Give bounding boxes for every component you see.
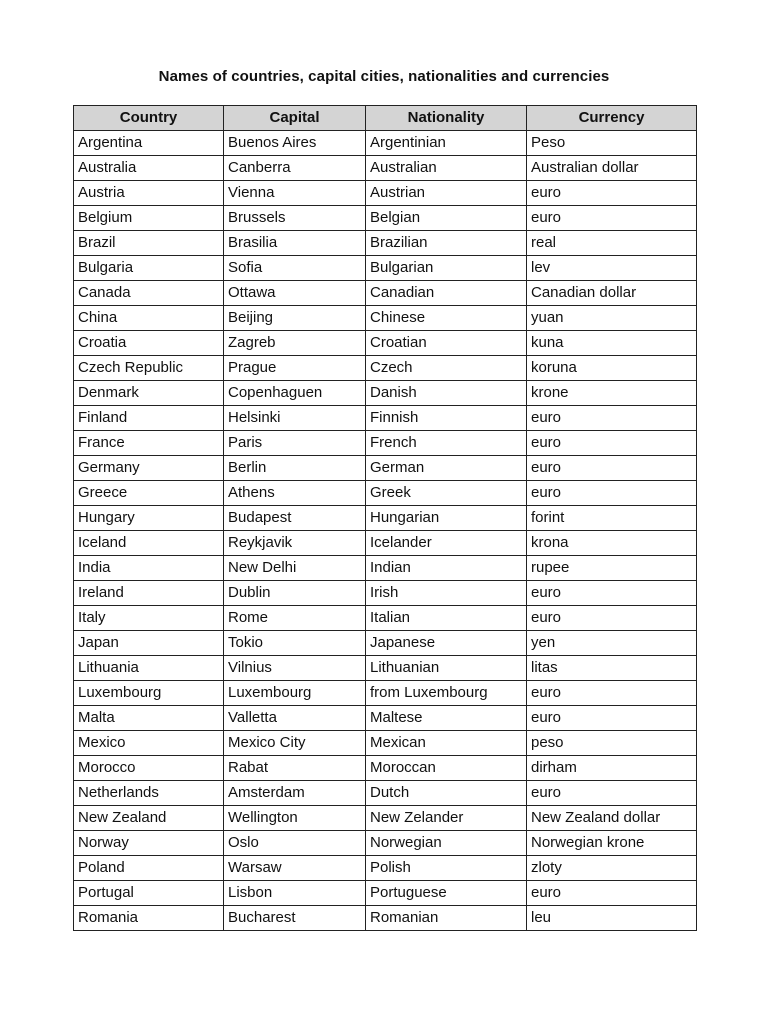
cell-capital: Ottawa xyxy=(224,281,366,306)
cell-currency: litas xyxy=(527,656,697,681)
cell-country: Netherlands xyxy=(74,781,224,806)
cell-capital: Wellington xyxy=(224,806,366,831)
cell-nationality: Belgian xyxy=(366,206,527,231)
cell-country: Morocco xyxy=(74,756,224,781)
cell-nationality: Austrian xyxy=(366,181,527,206)
cell-capital: Valletta xyxy=(224,706,366,731)
column-header-country: Country xyxy=(74,106,224,131)
cell-currency: Canadian dollar xyxy=(527,281,697,306)
cell-nationality: Polish xyxy=(366,856,527,881)
cell-currency: leu xyxy=(527,906,697,931)
cell-currency: koruna xyxy=(527,356,697,381)
cell-currency: euro xyxy=(527,206,697,231)
cell-capital: Rome xyxy=(224,606,366,631)
table-row xyxy=(74,881,697,906)
cell-capital: Bucharest xyxy=(224,906,366,931)
table-row xyxy=(74,156,697,181)
cell-currency: rupee xyxy=(527,556,697,581)
cell-currency: euro xyxy=(527,706,697,731)
cell-nationality: German xyxy=(366,456,527,481)
cell-capital: Reykjavik xyxy=(224,531,366,556)
cell-country: Malta xyxy=(74,706,224,731)
cell-currency: euro xyxy=(527,881,697,906)
cell-currency: real xyxy=(527,231,697,256)
cell-currency: lev xyxy=(527,256,697,281)
table-row xyxy=(74,131,697,156)
cell-country: Mexico xyxy=(74,731,224,756)
cell-capital: Berlin xyxy=(224,456,366,481)
cell-capital: Vilnius xyxy=(224,656,366,681)
cell-capital: New Delhi xyxy=(224,556,366,581)
cell-capital: Tokio xyxy=(224,631,366,656)
cell-country: Argentina xyxy=(74,131,224,156)
cell-capital: Vienna xyxy=(224,181,366,206)
column-header-currency: Currency xyxy=(527,106,697,131)
table-row xyxy=(74,506,697,531)
table-row xyxy=(74,681,697,706)
cell-country: Poland xyxy=(74,856,224,881)
cell-currency: krone xyxy=(527,381,697,406)
cell-capital: Prague xyxy=(224,356,366,381)
cell-capital: Zagreb xyxy=(224,331,366,356)
cell-nationality: Lithuanian xyxy=(366,656,527,681)
cell-nationality: Mexican xyxy=(366,731,527,756)
cell-capital: Amsterdam xyxy=(224,781,366,806)
cell-nationality: Japanese xyxy=(366,631,527,656)
table-row xyxy=(74,781,697,806)
cell-country: Hungary xyxy=(74,506,224,531)
cell-nationality: from Luxembourg xyxy=(366,681,527,706)
cell-capital: Luxembourg xyxy=(224,681,366,706)
cell-currency: dirham xyxy=(527,756,697,781)
cell-country: Finland xyxy=(74,406,224,431)
cell-country: China xyxy=(74,306,224,331)
cell-capital: Mexico City xyxy=(224,731,366,756)
cell-country: Czech Republic xyxy=(74,356,224,381)
table-body xyxy=(74,131,697,931)
table-row xyxy=(74,231,697,256)
cell-nationality: Icelander xyxy=(366,531,527,556)
cell-capital: Rabat xyxy=(224,756,366,781)
cell-country: Luxembourg xyxy=(74,681,224,706)
table-row xyxy=(74,581,697,606)
cell-nationality: Danish xyxy=(366,381,527,406)
cell-nationality: Greek xyxy=(366,481,527,506)
cell-nationality: French xyxy=(366,431,527,456)
cell-capital: Oslo xyxy=(224,831,366,856)
cell-nationality: Romanian xyxy=(366,906,527,931)
cell-currency: kuna xyxy=(527,331,697,356)
cell-currency: yuan xyxy=(527,306,697,331)
cell-nationality: Dutch xyxy=(366,781,527,806)
cell-country: Belgium xyxy=(74,206,224,231)
column-header-nationality: Nationality xyxy=(366,106,527,131)
table-row xyxy=(74,181,697,206)
cell-country: Bulgaria xyxy=(74,256,224,281)
cell-country: Norway xyxy=(74,831,224,856)
countries-table xyxy=(73,105,697,931)
cell-nationality: New Zelander xyxy=(366,806,527,831)
cell-country: Germany xyxy=(74,456,224,481)
cell-country: Denmark xyxy=(74,381,224,406)
table-row xyxy=(74,356,697,381)
cell-nationality: Portuguese xyxy=(366,881,527,906)
cell-country: Australia xyxy=(74,156,224,181)
cell-currency: Peso xyxy=(527,131,697,156)
cell-capital: Budapest xyxy=(224,506,366,531)
cell-nationality: Australian xyxy=(366,156,527,181)
table-row xyxy=(74,481,697,506)
cell-nationality: Czech xyxy=(366,356,527,381)
cell-country: India xyxy=(74,556,224,581)
cell-currency: forint xyxy=(527,506,697,531)
cell-nationality: Norwegian xyxy=(366,831,527,856)
cell-country: New Zealand xyxy=(74,806,224,831)
cell-country: Ireland xyxy=(74,581,224,606)
cell-nationality: Croatian xyxy=(366,331,527,356)
cell-currency: euro xyxy=(527,431,697,456)
table-row xyxy=(74,656,697,681)
cell-nationality: Indian xyxy=(366,556,527,581)
cell-country: Croatia xyxy=(74,331,224,356)
cell-capital: Dublin xyxy=(224,581,366,606)
cell-capital: Brussels xyxy=(224,206,366,231)
table-header xyxy=(74,106,697,131)
cell-country: Austria xyxy=(74,181,224,206)
cell-country: Canada xyxy=(74,281,224,306)
cell-currency: euro xyxy=(527,606,697,631)
cell-nationality: Bulgarian xyxy=(366,256,527,281)
table-row xyxy=(74,706,697,731)
cell-country: Lithuania xyxy=(74,656,224,681)
page-title: Names of countries, capital cities, nationalities and currencies xyxy=(158,68,610,85)
cell-country: Japan xyxy=(74,631,224,656)
cell-currency: zloty xyxy=(527,856,697,881)
cell-capital: Canberra xyxy=(224,156,366,181)
cell-currency: euro xyxy=(527,406,697,431)
cell-capital: Copenhaguen xyxy=(224,381,366,406)
cell-currency: Norwegian krone xyxy=(527,831,697,856)
cell-capital: Lisbon xyxy=(224,881,366,906)
cell-nationality: Brazilian xyxy=(366,231,527,256)
table-row xyxy=(74,631,697,656)
cell-currency: euro xyxy=(527,481,697,506)
cell-currency: yen xyxy=(527,631,697,656)
cell-nationality: Chinese xyxy=(366,306,527,331)
cell-capital: Athens xyxy=(224,481,366,506)
table-row xyxy=(74,556,697,581)
cell-nationality: Moroccan xyxy=(366,756,527,781)
cell-country: Italy xyxy=(74,606,224,631)
table-row xyxy=(74,406,697,431)
cell-currency: krona xyxy=(527,531,697,556)
cell-nationality: Finnish xyxy=(366,406,527,431)
table-row xyxy=(74,381,697,406)
cell-currency: euro xyxy=(527,181,697,206)
cell-country: Portugal xyxy=(74,881,224,906)
cell-nationality: Canadian xyxy=(366,281,527,306)
cell-nationality: Argentinian xyxy=(366,131,527,156)
table-row xyxy=(74,331,697,356)
cell-nationality: Hungarian xyxy=(366,506,527,531)
cell-capital: Beijing xyxy=(224,306,366,331)
header-row xyxy=(74,106,697,131)
table-row xyxy=(74,206,697,231)
cell-currency: euro xyxy=(527,781,697,806)
table-row xyxy=(74,806,697,831)
cell-capital: Helsinki xyxy=(224,406,366,431)
cell-currency: Australian dollar xyxy=(527,156,697,181)
table-row xyxy=(74,856,697,881)
table-row xyxy=(74,731,697,756)
table-row xyxy=(74,756,697,781)
cell-nationality: Maltese xyxy=(366,706,527,731)
table-row xyxy=(74,531,697,556)
table-row xyxy=(74,431,697,456)
cell-country: Brazil xyxy=(74,231,224,256)
cell-currency: New Zealand dollar xyxy=(527,806,697,831)
cell-capital: Warsaw xyxy=(224,856,366,881)
cell-country: Greece xyxy=(74,481,224,506)
cell-capital: Buenos Aires xyxy=(224,131,366,156)
cell-capital: Sofia xyxy=(224,256,366,281)
cell-currency: peso xyxy=(527,731,697,756)
table-row xyxy=(74,281,697,306)
table-row xyxy=(74,256,697,281)
cell-country: Iceland xyxy=(74,531,224,556)
cell-country: France xyxy=(74,431,224,456)
table-row xyxy=(74,456,697,481)
cell-country: Romania xyxy=(74,906,224,931)
cell-nationality: Irish xyxy=(366,581,527,606)
table-row xyxy=(74,831,697,856)
cell-nationality: Italian xyxy=(366,606,527,631)
cell-currency: euro xyxy=(527,456,697,481)
cell-capital: Paris xyxy=(224,431,366,456)
cell-capital: Brasilia xyxy=(224,231,366,256)
cell-currency: euro xyxy=(527,681,697,706)
table-row xyxy=(74,906,697,931)
table-row xyxy=(74,306,697,331)
cell-currency: euro xyxy=(527,581,697,606)
column-header-capital: Capital xyxy=(224,106,366,131)
table-row xyxy=(74,606,697,631)
